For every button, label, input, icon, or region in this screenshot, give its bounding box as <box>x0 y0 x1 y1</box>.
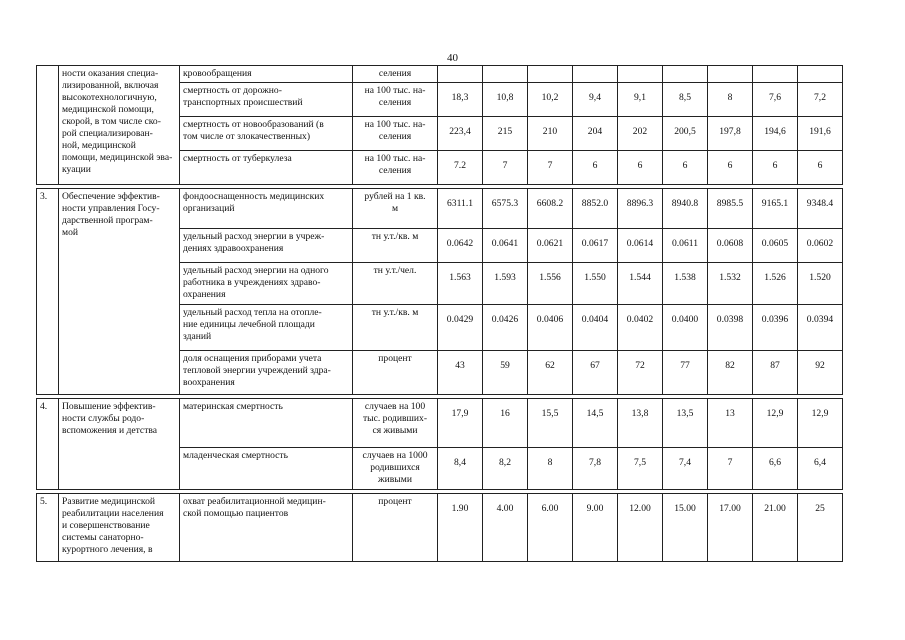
value-cell: 6 <box>708 151 753 185</box>
section-task: ности оказания специа- лизированной, включая высокотехнологичную, медицинской помощи, скорой, в том числе ско- рой специализирован- ной, медицинской помощи, медицинской эва- куации <box>59 66 180 185</box>
value-cell: 1.544 <box>618 263 663 305</box>
section-number: 5. <box>37 494 59 562</box>
value-cell <box>573 66 618 83</box>
indicator-name: удельный расход энергии в учреж- дениях здравоохранения <box>180 229 353 263</box>
value-cell: 215 <box>483 117 528 151</box>
unit-cell: тн у.т./чел. <box>353 263 438 305</box>
unit-cell: рублей на 1 кв. м <box>353 189 438 229</box>
indicator-name: доля оснащения приборами учета тепловой энергии учреждений здра- воохранения <box>180 351 353 395</box>
indicator-name: младенческая смертность <box>180 448 353 490</box>
value-cell: 92 <box>798 351 843 395</box>
value-cell: 13 <box>708 399 753 448</box>
indicator-name: кровообращения <box>180 66 353 83</box>
value-cell: 7,6 <box>753 83 798 117</box>
indicator-name: удельный расход тепла на отопле- ние единицы лечебной площади зданий <box>180 305 353 351</box>
value-cell <box>528 66 573 83</box>
value-cell: 67 <box>573 351 618 395</box>
value-cell: 0.0621 <box>528 229 573 263</box>
table-row <box>37 399 843 448</box>
unit-cell: на 100 тыс. на- селения <box>353 117 438 151</box>
value-cell <box>438 66 483 83</box>
value-cell: 9348.4 <box>798 189 843 229</box>
value-cell: 0.0608 <box>708 229 753 263</box>
value-cell: 8940.8 <box>663 189 708 229</box>
indicator-name: фондооснащенность медицинских организаций <box>180 189 353 229</box>
value-cell: 6 <box>573 151 618 185</box>
value-cell: 0.0402 <box>618 305 663 351</box>
value-cell: 1.538 <box>663 263 708 305</box>
value-cell <box>798 66 843 83</box>
value-cell: 4.00 <box>483 494 528 562</box>
indicator-name: материнская смертность <box>180 399 353 448</box>
section-task: Развитие медицинской реабилитации населения и совершенствование системы санаторно- курортного лечения, в <box>59 494 180 562</box>
value-cell: 9,1 <box>618 83 663 117</box>
unit-cell: на 100 тыс. на- селения <box>353 151 438 185</box>
value-cell: 204 <box>573 117 618 151</box>
value-cell: 15.00 <box>663 494 708 562</box>
table-row <box>37 189 843 229</box>
value-cell: 7,4 <box>663 448 708 490</box>
value-cell: 6575.3 <box>483 189 528 229</box>
value-cell: 1.526 <box>753 263 798 305</box>
value-cell <box>753 66 798 83</box>
section-number <box>37 66 59 185</box>
value-cell: 202 <box>618 117 663 151</box>
value-cell: 0.0602 <box>798 229 843 263</box>
value-cell: 8,5 <box>663 83 708 117</box>
value-cell: 0.0605 <box>753 229 798 263</box>
value-cell: 6,4 <box>798 448 843 490</box>
value-cell: 18,3 <box>438 83 483 117</box>
value-cell: 210 <box>528 117 573 151</box>
value-cell: 10,8 <box>483 83 528 117</box>
value-cell: 7,8 <box>573 448 618 490</box>
value-cell: 6 <box>663 151 708 185</box>
value-cell: 194,6 <box>753 117 798 151</box>
value-cell: 8 <box>708 83 753 117</box>
indicator-name: смертность от новообразований (в том числе от злокачественных) <box>180 117 353 151</box>
value-cell: 12,9 <box>798 399 843 448</box>
value-cell: 6311.1 <box>438 189 483 229</box>
value-cell: 21.00 <box>753 494 798 562</box>
unit-cell: тн у.т./кв. м <box>353 229 438 263</box>
unit-cell: случаев на 100 тыс. родивших- ся живыми <box>353 399 438 448</box>
value-cell <box>663 66 708 83</box>
unit-cell: на 100 тыс. на- селения <box>353 83 438 117</box>
value-cell <box>708 66 753 83</box>
value-cell: 7,2 <box>798 83 843 117</box>
unit-cell: процент <box>353 494 438 562</box>
value-cell: 87 <box>753 351 798 395</box>
value-cell: 0.0611 <box>663 229 708 263</box>
value-cell: 0.0394 <box>798 305 843 351</box>
value-cell: 10,2 <box>528 83 573 117</box>
value-cell: 62 <box>528 351 573 395</box>
value-cell: 8985.5 <box>708 189 753 229</box>
table-row <box>37 66 843 83</box>
value-cell: 25 <box>798 494 843 562</box>
value-cell: 8,2 <box>483 448 528 490</box>
value-cell: 0.0406 <box>528 305 573 351</box>
value-cell: 1.556 <box>528 263 573 305</box>
value-cell: 7,5 <box>618 448 663 490</box>
section-task: Обеспечение эффектив- ности управления Госу- дарственной програм- мой <box>59 189 180 395</box>
value-cell <box>483 66 528 83</box>
indicator-name: удельный расход энергии на одного работника в учреждениях здраво- охранения <box>180 263 353 305</box>
value-cell: 0.0398 <box>708 305 753 351</box>
value-cell: 0.0641 <box>483 229 528 263</box>
value-cell: 6608.2 <box>528 189 573 229</box>
unit-cell: процент <box>353 351 438 395</box>
value-cell: 1.550 <box>573 263 618 305</box>
value-cell: 0.0642 <box>438 229 483 263</box>
unit-cell: селения <box>353 66 438 83</box>
unit-cell: тн у.т./кв. м <box>353 305 438 351</box>
value-cell: 7 <box>708 448 753 490</box>
value-cell: 6 <box>618 151 663 185</box>
value-cell: 9,4 <box>573 83 618 117</box>
value-cell: 197,8 <box>708 117 753 151</box>
value-cell: 8 <box>528 448 573 490</box>
value-cell: 72 <box>618 351 663 395</box>
value-cell: 7 <box>483 151 528 185</box>
value-cell: 13,8 <box>618 399 663 448</box>
value-cell: 9165.1 <box>753 189 798 229</box>
value-cell: 6,6 <box>753 448 798 490</box>
value-cell: 8,4 <box>438 448 483 490</box>
value-cell: 0.0617 <box>573 229 618 263</box>
value-cell: 1.563 <box>438 263 483 305</box>
table-row <box>37 494 843 562</box>
value-cell: 0.0404 <box>573 305 618 351</box>
value-cell: 1.532 <box>708 263 753 305</box>
value-cell: 1.593 <box>483 263 528 305</box>
indicator-table <box>36 65 843 562</box>
value-cell: 12.00 <box>618 494 663 562</box>
value-cell: 0.0426 <box>483 305 528 351</box>
value-cell: 0.0400 <box>663 305 708 351</box>
value-cell: 0.0396 <box>753 305 798 351</box>
section-number: 4. <box>37 399 59 490</box>
value-cell: 17,9 <box>438 399 483 448</box>
value-cell <box>618 66 663 83</box>
section-task: Повышение эффектив- ности службы родо- вспоможения и детства <box>59 399 180 490</box>
value-cell: 43 <box>438 351 483 395</box>
value-cell: 9.00 <box>573 494 618 562</box>
value-cell: 200,5 <box>663 117 708 151</box>
indicator-name: охват реабилитационной медицин- ской помощью пациентов <box>180 494 353 562</box>
section-number: 3. <box>37 189 59 395</box>
value-cell: 14,5 <box>573 399 618 448</box>
value-cell: 7.2 <box>438 151 483 185</box>
value-cell: 82 <box>708 351 753 395</box>
value-cell: 6 <box>753 151 798 185</box>
value-cell: 13,5 <box>663 399 708 448</box>
value-cell: 12,9 <box>753 399 798 448</box>
indicator-name: смертность от туберкулеза <box>180 151 353 185</box>
value-cell: 7 <box>528 151 573 185</box>
value-cell: 16 <box>483 399 528 448</box>
value-cell: 15,5 <box>528 399 573 448</box>
value-cell: 1.90 <box>438 494 483 562</box>
value-cell: 6 <box>798 151 843 185</box>
value-cell: 191,6 <box>798 117 843 151</box>
value-cell: 223,4 <box>438 117 483 151</box>
value-cell: 0.0429 <box>438 305 483 351</box>
value-cell: 0.0614 <box>618 229 663 263</box>
value-cell: 1.520 <box>798 263 843 305</box>
unit-cell: случаев на 1000 родившихся живыми <box>353 448 438 490</box>
value-cell: 8852.0 <box>573 189 618 229</box>
indicator-name: смертность от дорожно- транспортных происшествий <box>180 83 353 117</box>
value-cell: 59 <box>483 351 528 395</box>
value-cell: 17.00 <box>708 494 753 562</box>
value-cell: 8896.3 <box>618 189 663 229</box>
page-number: 40 <box>447 52 458 64</box>
value-cell: 77 <box>663 351 708 395</box>
value-cell: 6.00 <box>528 494 573 562</box>
